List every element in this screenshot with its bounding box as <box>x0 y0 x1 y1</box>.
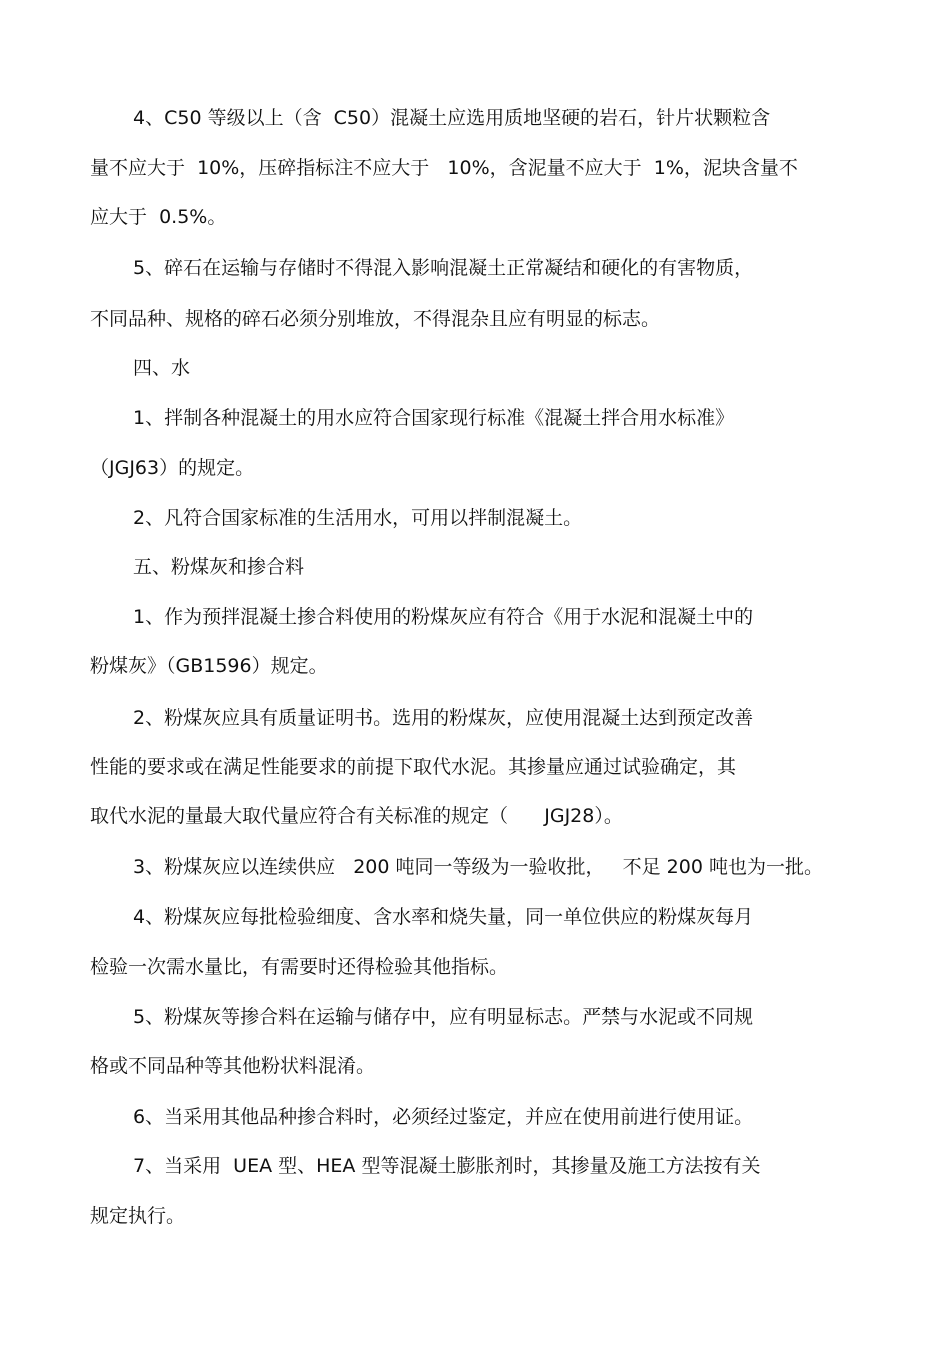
paragraph-line: 4、粉煤灰应每批检验细度、含水率和烧失量，同一单位供应的粉煤灰每月 <box>133 906 754 928</box>
paragraph-line: 2、粉煤灰应具有质量证明书。选用的粉煤灰，应使用混凝土达到预定改善 <box>133 707 754 729</box>
section-heading: 五、粉煤灰和掺合料 <box>133 556 305 578</box>
paragraph-line: 5、碎石在运输与存储时不得混入影响混凝土正常凝结和硬化的有害物质， <box>133 257 754 279</box>
paragraph-line: 格或不同品种等其他粉状料混淆。 <box>90 1055 376 1077</box>
paragraph-line: 7、当采用 UEA 型、HEA 型等混凝土膨胀剂时，其掺量及施工方法按有关 <box>133 1155 761 1177</box>
paragraph-line: 3、粉煤灰应以连续供应 200 吨同一等级为一验收批， 不足 200 吨也为一批。 <box>133 856 823 878</box>
paragraph-line: 量不应大于 10%，压碎指标注不应大于 10%，含泥量不应大于 1%，泥块含量不 <box>90 157 798 179</box>
section-heading: 四、水 <box>133 357 191 379</box>
paragraph-line: 1、作为预拌混凝土掺合料使用的粉煤灰应有符合《用于水泥和混凝土中的 <box>133 606 754 628</box>
paragraph-line: （JGJ63）的规定。 <box>90 457 255 479</box>
paragraph-line: 规定执行。 <box>90 1205 186 1227</box>
paragraph-line: 4、C50 等级以上（含 C50）混凝土应选用质地坚硬的岩石，针片状颗粒含 <box>133 107 771 129</box>
paragraph-line: 检验一次需水量比，有需要时还得检验其他指标。 <box>90 956 509 978</box>
paragraph-line: 粉煤灰》（GB1596）规定。 <box>90 655 328 677</box>
paragraph-line: 6、当采用其他品种掺合料时，必须经过鉴定，并应在使用前进行使用证。 <box>133 1106 754 1128</box>
paragraph-line: 1、拌制各种混凝土的用水应符合国家现行标准《混凝土拌合用水标准》 <box>133 407 735 429</box>
paragraph-line: 2、凡符合国家标准的生活用水，可用以拌制混凝土。 <box>133 507 583 529</box>
paragraph-line: 应大于 0.5%。 <box>90 206 227 228</box>
paragraph-line: 5、粉煤灰等掺合料在运输与储存中，应有明显标志。严禁与水泥或不同规 <box>133 1006 754 1028</box>
paragraph-line: 取代水泥的量最大取代量应符合有关标准的规定（ JGJ28）。 <box>90 805 623 827</box>
paragraph-line: 不同品种、规格的碎石必须分别堆放，不得混杂且应有明显的标志。 <box>90 308 661 330</box>
paragraph-line: 性能的要求或在满足性能要求的前提下取代水泥。其掺量应通过试验确定，其 <box>90 756 737 778</box>
